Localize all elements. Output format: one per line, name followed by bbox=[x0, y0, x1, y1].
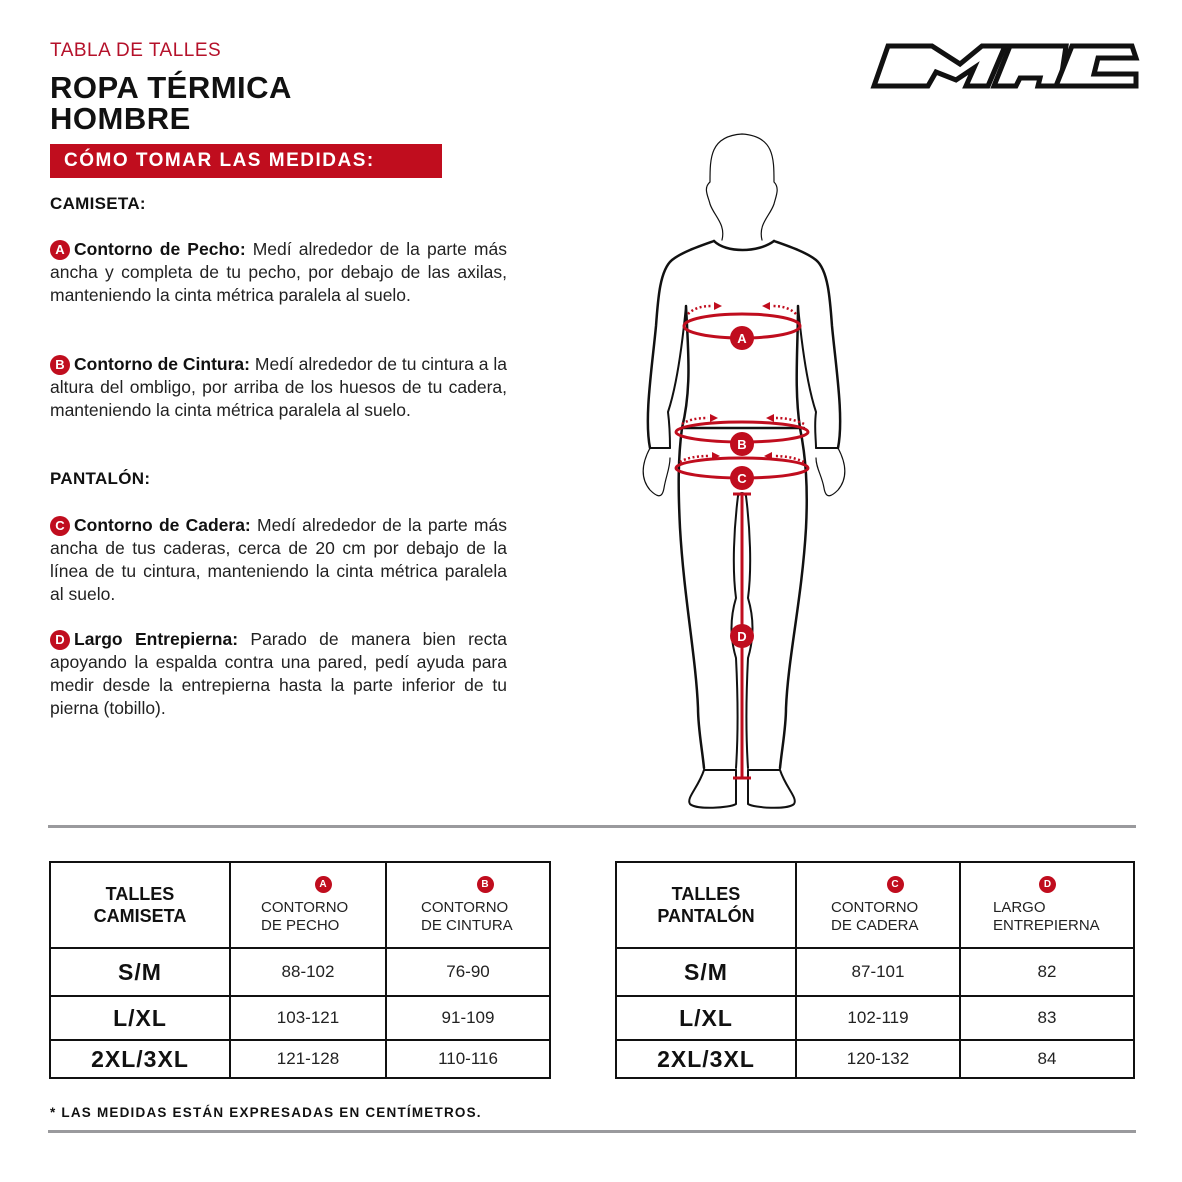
inseam-value: 83 bbox=[960, 996, 1134, 1040]
pantalon-heading: PANTALÓN: bbox=[50, 469, 151, 488]
table-row bbox=[50, 948, 550, 996]
chest-value: 103-121 bbox=[230, 996, 386, 1040]
marker-a: A bbox=[737, 331, 747, 346]
size-label: 2XL/3XL bbox=[50, 1040, 230, 1078]
divider-bottom bbox=[48, 1130, 1136, 1133]
instruction-text: Parado de manera bien recta apoyando la espalda contra una pared, pedí ayuda para medir desde la entrepierna hasta la parte inferior de tu pierna (tobillo). bbox=[50, 629, 507, 718]
page-title bbox=[50, 72, 292, 134]
badge-b-icon: B bbox=[477, 876, 494, 893]
hip-value: 102-119 bbox=[796, 996, 960, 1040]
chest-value: 88-102 bbox=[230, 948, 386, 996]
title-line-2: HOMBRE bbox=[50, 101, 191, 136]
body-silhouette-icon bbox=[630, 128, 860, 818]
size-label: S/M bbox=[50, 948, 230, 996]
table-row bbox=[616, 948, 1134, 996]
size-label: S/M bbox=[616, 948, 796, 996]
column-waist: B CONTORNO DE CINTURA bbox=[386, 862, 550, 948]
table-row bbox=[50, 996, 550, 1040]
table-row bbox=[616, 1040, 1134, 1078]
pantalon-size-table bbox=[615, 861, 1135, 1079]
instruction-inseam bbox=[50, 628, 507, 720]
chest-value: 121-128 bbox=[230, 1040, 386, 1078]
instruction-text: Medí alrededor de tu cintura a la altura del ombligo, por arriba de los huesos de tu cadera, manteniendo la cinta métrica paralela al suelo. bbox=[50, 354, 507, 420]
pantalon-header-cell: TALLES PANTALÓN bbox=[616, 862, 796, 948]
table-row bbox=[616, 996, 1134, 1040]
page-kicker: TABLA DE TALLES bbox=[50, 40, 222, 61]
column-hip: C CONTORNO DE CADERA bbox=[796, 862, 960, 948]
camiseta-heading: CAMISETA: bbox=[50, 194, 146, 213]
waist-value: 110-116 bbox=[386, 1040, 550, 1078]
camiseta-header-cell: TALLES CAMISETA bbox=[50, 862, 230, 948]
badge-d-icon: D bbox=[50, 630, 70, 650]
units-footnote: * LAS MEDIDAS ESTÁN EXPRESADAS EN CENTÍMETROS. bbox=[50, 1105, 482, 1120]
size-label: L/XL bbox=[50, 996, 230, 1040]
instruction-label: Contorno de Cintura: bbox=[74, 354, 250, 374]
badge-d-icon: D bbox=[1039, 876, 1056, 893]
inseam-value: 84 bbox=[960, 1040, 1134, 1078]
table-row bbox=[50, 1040, 550, 1078]
marker-b: B bbox=[737, 437, 747, 452]
badge-b-icon: B bbox=[50, 355, 70, 375]
waist-value: 91-109 bbox=[386, 996, 550, 1040]
badge-a-icon: A bbox=[50, 240, 70, 260]
instruction-label: Contorno de Pecho: bbox=[74, 239, 246, 259]
title-line-1: ROPA TÉRMICA bbox=[50, 70, 292, 105]
divider-top bbox=[48, 825, 1136, 828]
size-label: L/XL bbox=[616, 996, 796, 1040]
badge-c-icon: C bbox=[50, 516, 70, 536]
mac-logo-icon bbox=[870, 42, 1140, 92]
column-chest: A CONTORNO DE PECHO bbox=[230, 862, 386, 948]
body-figure bbox=[630, 128, 860, 823]
instruction-label: Contorno de Cadera: bbox=[74, 515, 251, 535]
inseam-value: 82 bbox=[960, 948, 1134, 996]
marker-c: C bbox=[737, 471, 747, 486]
size-label: 2XL/3XL bbox=[616, 1040, 796, 1078]
mac-logo bbox=[870, 42, 1140, 97]
instruction-chest bbox=[50, 238, 507, 307]
badge-c-icon: C bbox=[887, 876, 904, 893]
instruction-hip bbox=[50, 514, 507, 606]
instruction-waist bbox=[50, 353, 507, 422]
hip-value: 120-132 bbox=[796, 1040, 960, 1078]
how-to-measure-banner: CÓMO TOMAR LAS MEDIDAS: bbox=[50, 144, 442, 178]
waist-value: 76-90 bbox=[386, 948, 550, 996]
badge-a-icon: A bbox=[315, 876, 332, 893]
camiseta-size-table bbox=[49, 861, 551, 1079]
column-inseam: D LARGO ENTREPIERNA bbox=[960, 862, 1134, 948]
instruction-text: Medí alrededor de la parte más ancha de tus caderas, cerca de 20 cm por debajo de la línea de tu cintura, manteniendo la cinta métrica paralela al suelo. bbox=[50, 515, 507, 604]
instruction-label: Largo Entrepierna: bbox=[74, 629, 239, 649]
hip-value: 87-101 bbox=[796, 948, 960, 996]
marker-d: D bbox=[737, 629, 747, 644]
instruction-text: Medí alrededor de la parte más ancha y completa de tu pecho, por debajo de las axilas, manteniendo la cinta métrica paralela al suelo. bbox=[50, 239, 507, 305]
